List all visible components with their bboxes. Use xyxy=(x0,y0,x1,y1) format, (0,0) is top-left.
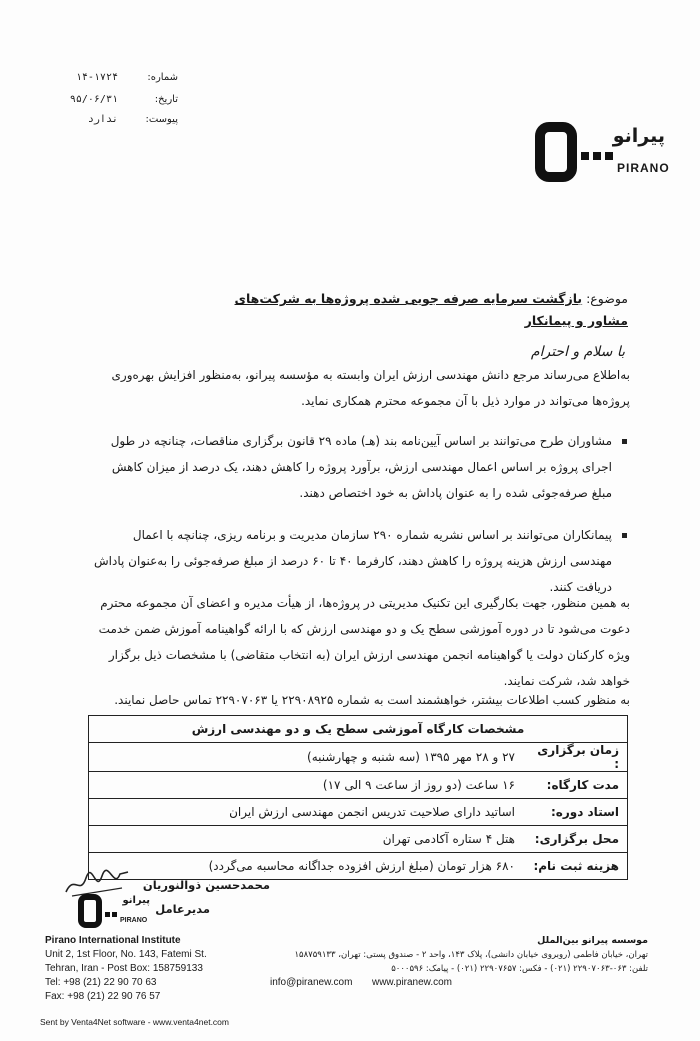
intro-paragraph: به‌اطلاع می‌رساند مرجع دانش مهندسی ارزش ایران وابسته به مؤسسه پیرانو، به‌منظور افزایش بهره‌وری پروژه‌ها می‌تواند در موارد ذیل با آن مجموعه محترم همکاری نماید. xyxy=(111,368,630,408)
small-logo: پیرانو PIRANO xyxy=(78,892,150,932)
attachment-label: پیوست: xyxy=(145,114,178,125)
footer-en-address: Unit 2, 1st Floor, No. 143, Fatemi St. xyxy=(45,949,207,960)
date-value: ۹۵/۰۶/۳۱ xyxy=(69,94,118,105)
footer-fa-phone: تلفن: ۰۶۳-۲۲۹۰۷۰۶۳ (۰۲۱) - فکس: ۲۲۹۰۷۶۵۷ (۰۲۱) - پیامک: ۵۰۰۰۵۹۶ xyxy=(391,964,648,974)
invitation-paragraph: به همین منظور، جهت بکارگیری این تکنیک مدیریتی در پروژه‌ها، از هیأت مدیره و اعضای آن مجموعه محترم دعوت می‌شود تا در دوره آموزشی سطح یک و دو مهندسی ارزش که با ارائه گواهینامه آموزش ضمن خدمت ویژه کارکنان دولت یا گواهینامه انجمن مهندسی ارزش ایران (به انتخاب متقاضی) با مشخصات ذیل برگزار خواهد شد، شرکت نمایند. xyxy=(98,596,630,688)
letter-number xyxy=(60,72,178,86)
footer-persian xyxy=(270,934,648,1006)
footer-en-name: Pirano International Institute xyxy=(45,935,181,946)
contact-line: به منظور کسب اطلاعات بیشتر، خواهشمند است به شماره ۲۲۹۰۸۹۲۵ یا ۲۲۹۰۷۰۶۳ تماس حاصل نمایند. xyxy=(114,693,630,707)
table-row: مدت کارگاه: ۱۶ ساعت (دو روز از ساعت ۹ الی ۱۷) xyxy=(89,772,628,799)
subject-line xyxy=(220,288,628,328)
number-value: ۱۴-۱۷۲۴ xyxy=(75,72,118,83)
bullet-item-1: مشاوران طرح می‌توانند بر اساس آیین‌نامه بند (هـ) ماده ۲۹ قانون برگزاری مناقصات، چنانچه در طول اجرای پروژه بر اساس اعمال مهندسی ارزش، برآورد پروژه را کاهش دهند، یک درصد از میزان کاهش مبلغ صرفه‌جوئی شده را به عنوان پاداش به خود اختصاص دهند. xyxy=(110,434,612,500)
footer-fa-address: تهران، خیابان فاطمی (روبروی خیابان دانشی)، پلاک ۱۴۳، واحد ۲ - صندوق پستی: تهران، ۱۵۸۷۵۹۱۳۳ xyxy=(294,950,648,960)
footer-email-link[interactable]: info@piranew.com xyxy=(270,977,353,988)
bullet-marker-1 xyxy=(622,439,627,444)
bullet-marker-2 xyxy=(622,533,627,538)
specs-title: مشخصات کارگاه آموزشی سطح یک و دو مهندسی ارزش xyxy=(89,716,628,743)
logo-text-en: PIRANO xyxy=(617,161,670,175)
date-label: تاریخ: xyxy=(154,94,178,105)
attachment-value: ندارد xyxy=(87,114,118,125)
logo-text-fa: پیرانو xyxy=(612,125,665,147)
footer-web-link[interactable]: www.piranew.com xyxy=(371,977,453,988)
company-logo xyxy=(535,118,670,186)
number-label: شماره: xyxy=(147,72,178,83)
table-row: هزینه ثبت نام: ۶۸۰ هزار تومان (مبلغ ارزش افزوده جداگانه محاسبه می‌گردد) xyxy=(89,853,628,880)
footer-en-city: Tehran, Iran - Post Box: 158759133 xyxy=(45,963,203,974)
logo-o-shape xyxy=(535,122,577,182)
footer-en-tel: Tel: +98 (21) 22 90 70 63 xyxy=(45,977,157,988)
signatory-title: مدیرعامل xyxy=(155,902,210,916)
specs-table xyxy=(88,715,628,872)
subject-text: بازگشت سرمایه صرفه جویی شده پروژه‌ها به شرکت‌های مشاور و پیمانکار xyxy=(234,291,628,328)
signatory-name: محمدحسین ذوالنوریان xyxy=(142,878,270,892)
footer-fa-name: موسسه پیرانو بین‌الملل xyxy=(537,935,648,946)
bullet-item-2: پیمانکاران می‌توانند بر اساس نشریه شماره ۲۹۰ سازمان مدیریت و برنامه ریزی، چنانچه با اعمال مهندسی ارزش هزینه پروژه را کاهش دهند، کارفرما ۴۰ تا ۶۰ درصد از مبلغ صرفه‌جوئی را به‌عنوان پاداش دریافت کنند. xyxy=(94,528,612,594)
letter-date xyxy=(60,94,178,108)
letter-attachment xyxy=(60,114,178,128)
table-row: محل برگزاری: هتل ۴ ستاره آکادمی تهران xyxy=(89,826,628,853)
subject-label: موضوع: xyxy=(586,291,628,306)
footer-en-fax: Fax: +98 (21) 22 90 76 57 xyxy=(45,991,161,1002)
fax-software-stamp: Sent by Venta4Net software - www.venta4net.com xyxy=(40,1017,229,1027)
greeting: با سلام و احترام xyxy=(530,344,625,360)
table-row: استاد دوره: اساتید دارای صلاحیت تدریس انجمن مهندسی ارزش ایران xyxy=(89,799,628,826)
footer-english xyxy=(45,934,255,1006)
table-row: زمان برگزاری : ۲۷ و ۲۸ مهر ۱۳۹۵ (سه شنبه و چهارشنبه) xyxy=(89,743,628,772)
